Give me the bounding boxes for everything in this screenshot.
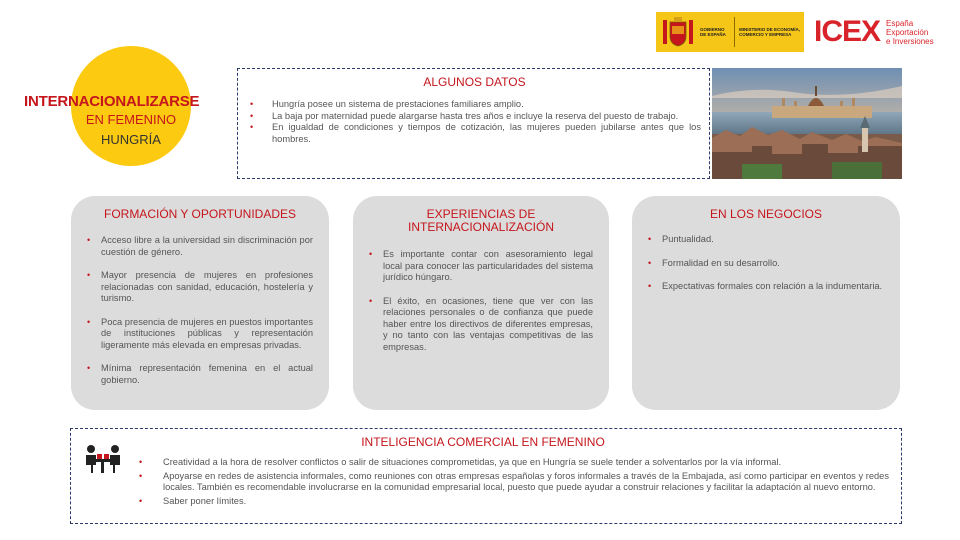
bullet-icon: • [87,235,91,245]
list-item: • Poca presencia de mujeres en puestos importantes de instituciones públicas y representación ligeramente más elevada en empresas privadas. [87,316,313,350]
algunos-datos-heading: ALGUNOS DATOS [423,75,526,89]
list-item: • Apoyarse en redes de asistencia informales, como reuniones con otras empresas españolas y foros informales a través de la Embajada, así como participar en eventos y redes locales. También es recomendable involucrarse en la comunidad empresarial local, puesto que puede ayudar a construir relaciones y facilitar la adaptación al nuevo entorno. [139,471,889,492]
bullet-icon: • [139,496,143,506]
bullet-icon: • [250,99,254,109]
negocios-heading: EN LOS NEGOCIOS [709,207,823,221]
negocios-panel [632,196,900,410]
list-item: • En igualdad de condiciones y tiempos de cotización, las mujeres pueden jubilarse antes que los hombres. [250,122,701,144]
experiencias-panel [353,196,609,410]
list-item: • Creatividad a la hora de resolver conflictos o salir de situaciones comprometidas, ya que en Hungría se suele tender a solventarlos por la vía informal. [139,457,782,467]
bullet-icon: • [648,234,652,244]
bullet-icon: • [250,110,254,121]
experiencias-heading: EXPERIENCIAS DE INTERNACIONALIZACIÓN [407,207,554,234]
gobierno-espana-logo [656,12,804,52]
bullet-icon: • [250,122,254,132]
bullet-icon: • [87,270,91,280]
formacion-heading: FORMACIÓN Y OPORTUNIDADES [103,207,297,221]
list-item: • Mínima representación femenina en el actual gobierno. [87,363,313,385]
formacion-list [87,235,313,386]
list-item: • Saber poner límites. [139,496,247,506]
inteligencia-box [70,428,902,524]
list-item: • Formalidad en su desarrollo. [648,257,780,268]
formacion-panel [71,196,329,410]
budapest-parliament-photo [712,68,902,179]
list-item: • Expectativas formales con relación a la indumentaria. [648,281,883,291]
list-item: • Hungría posee un sistema de prestaciones familiares amplio. [250,99,524,109]
bullet-icon: • [139,457,143,467]
bullet-icon: • [369,295,373,306]
list-item: • Es importante contar con asesoramiento legal local para conocer las particularidades del sistema jurídico húngaro. [369,249,593,282]
icex-logo [814,16,934,48]
experiencias-list [369,249,593,353]
negocios-list [648,234,884,293]
bullet-icon: • [648,281,652,291]
bullet-icon: • [87,316,91,327]
ministry-label: MINISTERIO DE ECONOMÍA, COMERCIO Y EMPRESA [739,27,801,37]
bullet-icon: • [87,363,91,373]
page-title: INTERNACIONALIZARSE [24,93,200,110]
coat-of-arms-icon [660,14,696,50]
algunos-datos-box [237,68,710,179]
algunos-datos-list [248,99,701,145]
inteligencia-list [137,457,889,507]
bullet-icon: • [369,249,373,259]
icex-wordmark: ICEX [814,15,881,48]
logo-divider [734,17,735,47]
icex-subtitle: España Exportación e Inversiones [886,18,934,46]
country-label: HUNGRÍA [101,132,161,147]
meeting-icon [83,443,123,475]
list-item: • Mayor presencia de mujeres en profesiones relacionadas con sanidad, educación, hostelería y turismo. [87,270,313,303]
list-item: • Acceso libre a la universidad sin discriminación por cuestión de género. [87,235,313,257]
list-item: • La baja por maternidad puede alargarse hasta tres años e incluye la reserva del puesto de trabajo. [250,110,679,121]
list-item: • Puntualidad. [648,234,714,244]
page-subtitle: EN FEMENINO [85,112,177,127]
bullet-icon: • [648,257,652,268]
inteligencia-heading: INTELIGENCIA COMERCIAL EN FEMENINO [361,435,605,449]
bullet-icon: • [139,471,143,481]
list-item: • El éxito, en ocasiones, tiene que ver con las relaciones personales o de confianza que puede haber entre los directivos de diferentes empresas, y no tanto con las ventajas competitivas de las empresas. [369,295,593,352]
gobierno-label: GOBIERNO DE ESPAÑA [700,27,726,37]
